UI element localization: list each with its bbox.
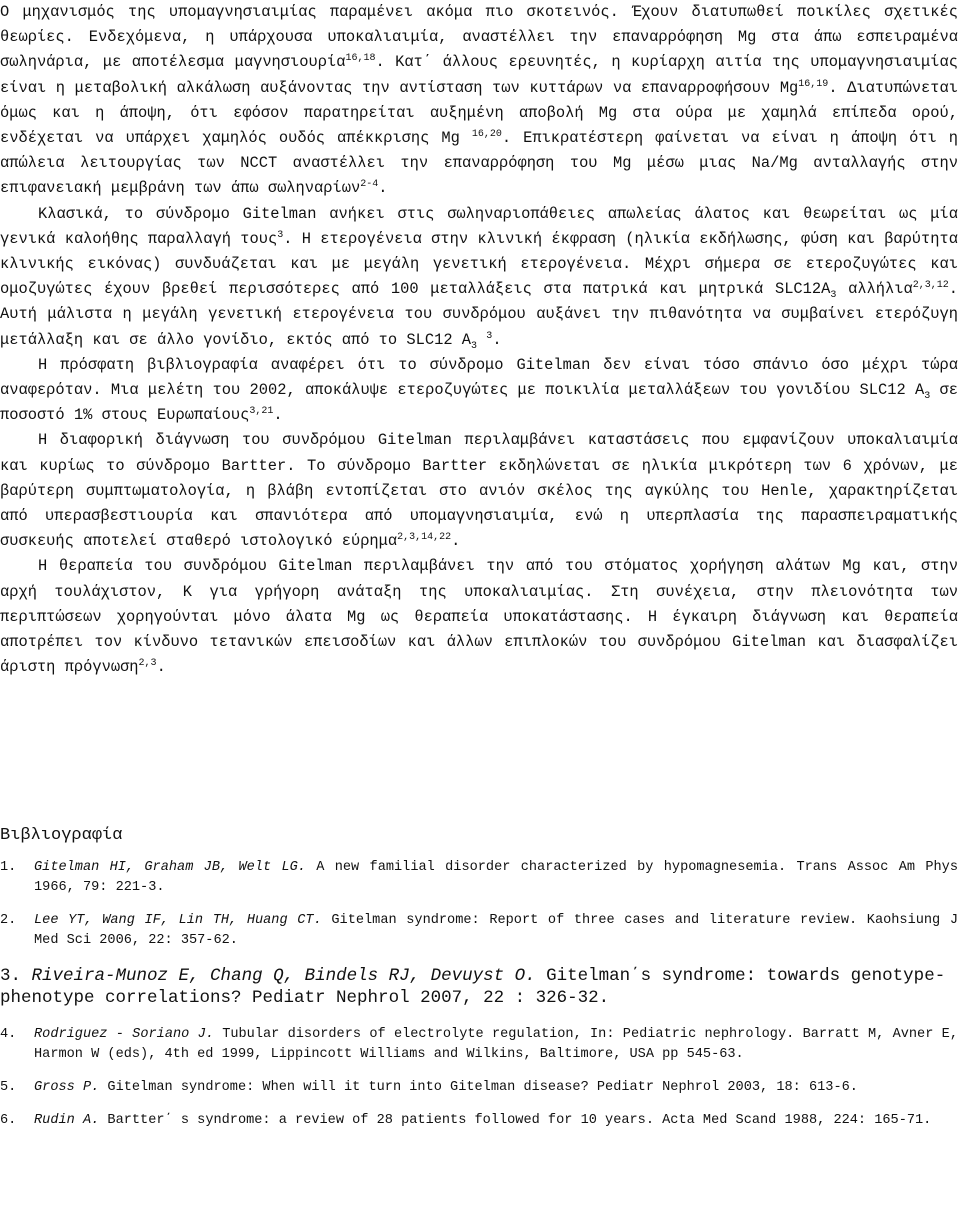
- reference-authors: Riveira-Munoz E, Chang Q, Bindels RJ, Devuyst O.: [31, 966, 536, 986]
- citation: 3,21: [249, 406, 274, 418]
- text-run: . Διατυπώνεται όμως και η άποψη, ότι εφόσον παρατηρείται αυξημένη αποβολή Mg στα ούρα με χαμηλά επίπεδα ορού, ενδέχεται να υπάρχει χαμηλός ουδός απέκκρισης Mg: [0, 78, 958, 148]
- reference-text: [34, 1078, 958, 1098]
- citation: 16,20: [471, 128, 502, 140]
- citation: 2,3: [138, 658, 157, 670]
- citation: 2,3,14,22: [397, 532, 452, 544]
- paragraph-1: [0, 0, 958, 202]
- reference-number: 4.: [0, 1027, 17, 1042]
- citation: 3: [277, 229, 284, 241]
- paragraph-5: [0, 554, 958, 680]
- reference-details: Gitelman΄s syndrome: towards genotype-phenotype correlations? Pediatr Nephrol 2007, 22 : 326-32.: [0, 966, 946, 1008]
- reference-authors: Gross P.: [34, 1080, 100, 1095]
- reference-item: [0, 911, 958, 951]
- reference-authors: Lee YT, Wang IF, Lin TH, Huang CT.: [34, 913, 322, 928]
- reference-text: [0, 966, 945, 1008]
- text-run: .: [451, 532, 461, 551]
- text-run: Ο μηχανισμός της υπομαγνησιαιμίας παραμένει ακόμα πιο σκοτεινός. Έχουν διατυπωθεί ποικίλες σχετικές θεωρίες. Ενδεχόμενα, η υπάρχουσα υποκαλιαιμία, αναστέλλει την επαναρρόφηση Mg στα άπω εσπειραμένα σωληνάρια, με αποτέλεσμα μαγνησιουρία: [0, 3, 958, 72]
- references-heading: Βιβλιογραφία: [0, 826, 123, 845]
- citation: 3: [486, 330, 493, 342]
- reference-text: [34, 911, 958, 951]
- text-run: Η διαφορική διάγνωση του συνδρόμου Gitelman περιλαμβάνει καταστάσεις που εμφανίζουν υποκαλιαιμία και κυρίως το σύνδρομο Bartter. Το σύνδρομο Bartter εκδηλώνεται σε ηλικία μικρότερη των 6 χρόνων, με βαρύτερη συμπτωματολογία, η βλάβη εντοπίζεται στο ανιόν σκέλος της αγκύλης του Henle, χαρακτηρίζεται από υπερασβεστιουρία και σπανιότερα από υπομαγνησιαιμία, ενώ η υπερπλασία της παρασπειραματικής συσκευής αποτελεί σταθερό ιστολογικό εύρημα: [0, 431, 958, 551]
- text-run: .: [156, 658, 166, 677]
- citation: 2,3,12: [912, 280, 949, 292]
- reference-number: 3.: [0, 966, 22, 986]
- text-run: Η θεραπεία του συνδρόμου Gitelman περιλαμβάνει την από του στόματος χορήγηση αλάτων Mg και, στην αρχή τουλάχιστον, K για γρήγορη ανάταξη της υποκαλιαιμίας. Στη συνέχεια, στην πλειονότητα των περιπτώσεων χορηγούνται μόνο άλατα Mg ως θεραπεία υποκατάστασης. Η έγκαιρη διάγνωση και θεραπεία αποτρέπει τον κίνδυνο τετανικών επεισοδίων και άλλων επιπλοκών του συνδρόμου Gitelman και διασφαλίζει άριστη πρόγνωση: [0, 557, 958, 677]
- reference-item: [0, 1078, 958, 1098]
- text-run: . Κατ΄ άλλους ερευνητές, η κυρίαρχη αιτία της υπομαγνησιαιμίας είναι η μεταβολική αλκάλωση αυξάνοντας την αντίσταση των κυττάρων να επαναρροφήσουν Mg: [0, 53, 959, 97]
- reference-number: 2.: [0, 913, 17, 928]
- text-run: Κλασικά, το σύνδρομο Gitelman ανήκει στις σωληναριοπάθειες απωλείας άλατος και θεωρείται ως μία γενικά καλοήθης παραλλαγή τους: [0, 204, 958, 248]
- reference-details: Bartter΄ s syndrome: a review of 28 patients followed for 10 years. Acta Med Scand 1988, 224: 165-71.: [99, 1113, 932, 1128]
- subscript: 3: [924, 391, 931, 403]
- text-run: [477, 331, 486, 349]
- citation: 16,18: [345, 53, 376, 65]
- text-run: . Η ετερογένεια στην κλινική έκφραση (ηλικία εκδήλωσης, φύση και βαρύτητα κλινικής εικόνας) συνδυάζεται και με μεγάλη γενετική ετερογένεια. Μέχρι σήμερα σε ετεροζυγώτες και ομοζυγώτες έχουν βρεθεί περισσότερες από 100 μεταλλάξεις στα πατρικά και μητρικά SLC12A: [0, 229, 958, 299]
- paragraph-2: [0, 202, 958, 353]
- subscript: 3: [830, 290, 837, 302]
- reference-details: Tubular disorders of electrolyte regulation, In: Pediatric nephrology. Barratt M, Avner E, Harmon W (eds), 4th ed 1999, Lippincott Williams and Wilkins, Baltimore, USA pp 545-63.: [34, 1027, 958, 1062]
- reference-text: [34, 1111, 958, 1131]
- text-run: σε ποσοστό 1% στους Ευρωπαίους: [0, 381, 958, 425]
- reference-details: Gitelman syndrome: When will it turn into Gitelman disease? Pediatr Nephrol 2003, 18: 613-6.: [99, 1080, 858, 1095]
- reference-list: [0, 858, 958, 1144]
- reference-text: [34, 1025, 958, 1065]
- reference-number: 1.: [0, 860, 17, 875]
- reference-item: [0, 1111, 958, 1131]
- citation: 2-4: [360, 179, 379, 191]
- text-run: .: [492, 330, 502, 349]
- paragraph-3: [0, 353, 958, 429]
- reference-item: [0, 858, 958, 898]
- reference-item: [0, 965, 958, 1009]
- reference-authors: Rodriguez - Soriano J.: [34, 1027, 214, 1042]
- text-run: . Αυτή μάλιστα η μεγάλη γενετική ετερογένεια του συνδρόμου αυξάνει την πιθανότητα να συμβαίνει ετερόζυγη μετάλλαξη και σε άλλο γονίδιο, εκτός από το SLC12 A: [0, 280, 959, 349]
- reference-authors: Gitelman HI, Graham JB, Welt LG.: [34, 860, 306, 875]
- text-run: .: [378, 179, 388, 198]
- reference-details: A new familial disorder characterized by hypomagnesemia. Trans Assoc Am Phys 1966, 79: 221-3.: [34, 860, 958, 895]
- reference-details: Gitelman syndrome: Report of three cases and literature review. Kaohsiung J Med Sci 2006, 22: 357-62.: [34, 913, 959, 948]
- citation: 16,19: [798, 78, 829, 90]
- reference-authors: Rudin A.: [34, 1113, 100, 1128]
- text-run: .: [273, 406, 283, 425]
- text-run: Η πρόσφατη βιβλιογραφία αναφέρει ότι το σύνδρομο Gitelman δεν είναι τόσο σπάνιο όσο μέχρι τώρα αναφερόταν. Μια μελέτη του 2002, αποκάλυψε ετεροζυγώτες με ποικιλία μεταλλάξεων του γονιδίου SLC12 A: [0, 355, 958, 400]
- reference-number: 5.: [0, 1080, 17, 1095]
- text-run: αλλήλια: [836, 280, 913, 299]
- text-run: . Επικρατέστερη φαίνεται να είναι η άποψη ότι η απώλεια λειτουργίας των NCCT αναστέλλει την επαναρρόφηση του Mg μέσω μιας Na/Mg ανταλλαγής στην επιφανειακή μεμβράνη των άπω σωληναρίων: [0, 129, 959, 198]
- reference-text: [34, 858, 958, 898]
- reference-item: [0, 1025, 958, 1065]
- reference-number: 6.: [0, 1113, 17, 1128]
- subscript: 3: [471, 340, 478, 352]
- paragraph-4: [0, 428, 958, 554]
